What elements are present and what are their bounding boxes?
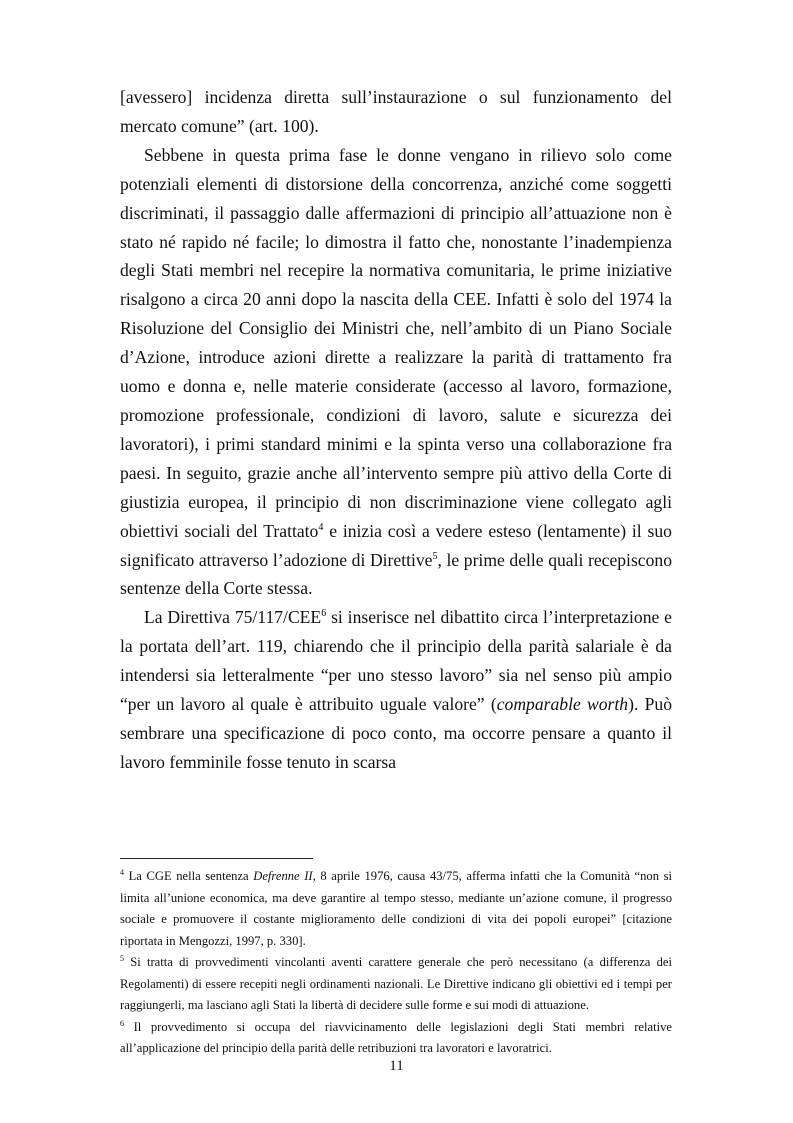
footnote-4-italic: Defrenne II [253, 869, 313, 883]
footnote-6 [120, 1017, 672, 1060]
footnote-ref-5[interactable]: 5 [432, 550, 438, 562]
footnote-5 [120, 952, 672, 1017]
footnotes [120, 866, 672, 1060]
footnote-separator [120, 858, 313, 859]
footnote-ref-6[interactable]: 6 [321, 608, 327, 620]
paragraph-1 [120, 83, 672, 141]
paragraph-2-text-mid: e inizia così a vedere esteso (lentamente) il suo significato attraverso l’adozione di Direttive [120, 520, 672, 570]
main-text [120, 83, 672, 777]
paragraph-3-italic: comparable worth [496, 694, 629, 715]
paragraph-3 [120, 603, 672, 776]
paragraph-2 [120, 141, 672, 604]
footnote-number: 5 [120, 953, 124, 963]
paragraph-3-text: La Direttiva 75/117/CEE [144, 607, 322, 628]
paragraph-2-text-end: , le prime delle quali recepiscono sentenze della Corte stessa. [120, 549, 672, 599]
footnote-4-text-end: , 8 aprile 1976, causa 43/75, afferma infatti che la Comunità “non si limita all’unione economica, ma deve garantire al tempo stesso, mediante un’azione comune, il progresso sociale e promuovere il costante miglioramento delle condizioni di vita dei popoli europei” [citazione riportata in Mengozzi, 1997, p. 330]. [120, 869, 672, 948]
footnote-4-text: La CGE nella sentenza [124, 869, 254, 883]
paragraph-1-text: [avessero] incidenza diretta sull’instaurazione o sul funzionamento del mercato comune” (art. 100). [120, 87, 672, 136]
page-number: 11 [389, 1058, 404, 1074]
paragraph-3-text-mid: si inserisce nel dibattito circa l’interpretazione e la portata dell’art. 119, chiarendo che il principio della parità salariale è da intendersi sia letteralmente “per uno stesso lavoro” sia nel senso più ampio “per un lavoro al quale è attribuito uguale valore” ( [120, 607, 672, 715]
footnote-number: 4 [120, 867, 124, 877]
paragraph-3-text-end: ). Può sembrare una specificazione di poco conto, ma occorre pensare a quanto il lavoro femminile fosse tenuto in scarsa [120, 694, 672, 772]
footnote-4 [120, 866, 672, 952]
footnote-5-text: Si tratta di provvedimenti vincolanti aventi carattere generale che però necessitano (a differenza dei Regolamenti) di essere recepiti negli ordinamenti nazionali. Le Direttive indicano gli obiettivi ed i tempi per raggiungerli, ma lasciano agli Stati la libertà di decidere sulle forme e sui modi di attuazione. [120, 955, 672, 1012]
footnote-number: 6 [120, 1018, 124, 1028]
footnote-6-text: Il provvedimento si occupa del riavvicinamento delle legislazioni degli Stati membri relative all’applicazione del principio della parità delle retribuzioni tra lavoratori e lavoratrici. [120, 1019, 672, 1055]
footnote-ref-4[interactable]: 4 [318, 521, 324, 533]
paragraph-2-text: Sebbene in questa prima fase le donne vengano in rilievo solo come potenziali elementi di distorsione della concorrenza, anziché come soggetti discriminati, il passaggio dalle affermazioni di principio all’attuazione non è stato né rapido né facile; lo dimostra il fatto che, nonostante l’inadempienza degli Stati membri nel recepire la normativa comunitaria, le prime iniziative risalgono a circa 20 anni dopo la nascita della CEE. Infatti è solo del 1974 la Risoluzione del Consiglio dei Ministri che, nell’ambito di un Piano Sociale d’Azione, introduce azioni dirette a realizzare la parità di trattamento fra uomo e donna e, nelle materie considerate (accesso al lavoro, formazione, promozione professionale, condizioni di lavoro, salute e sicurezza dei lavoratori), i primi standard minimi e la spinta verso una collaborazione fra paesi. In seguito, grazie anche all’intervento sempre più attivo della Corte di giustizia europea, il principio di non discriminazione viene collegato agli obiettivi sociali del Trattato [120, 144, 672, 541]
